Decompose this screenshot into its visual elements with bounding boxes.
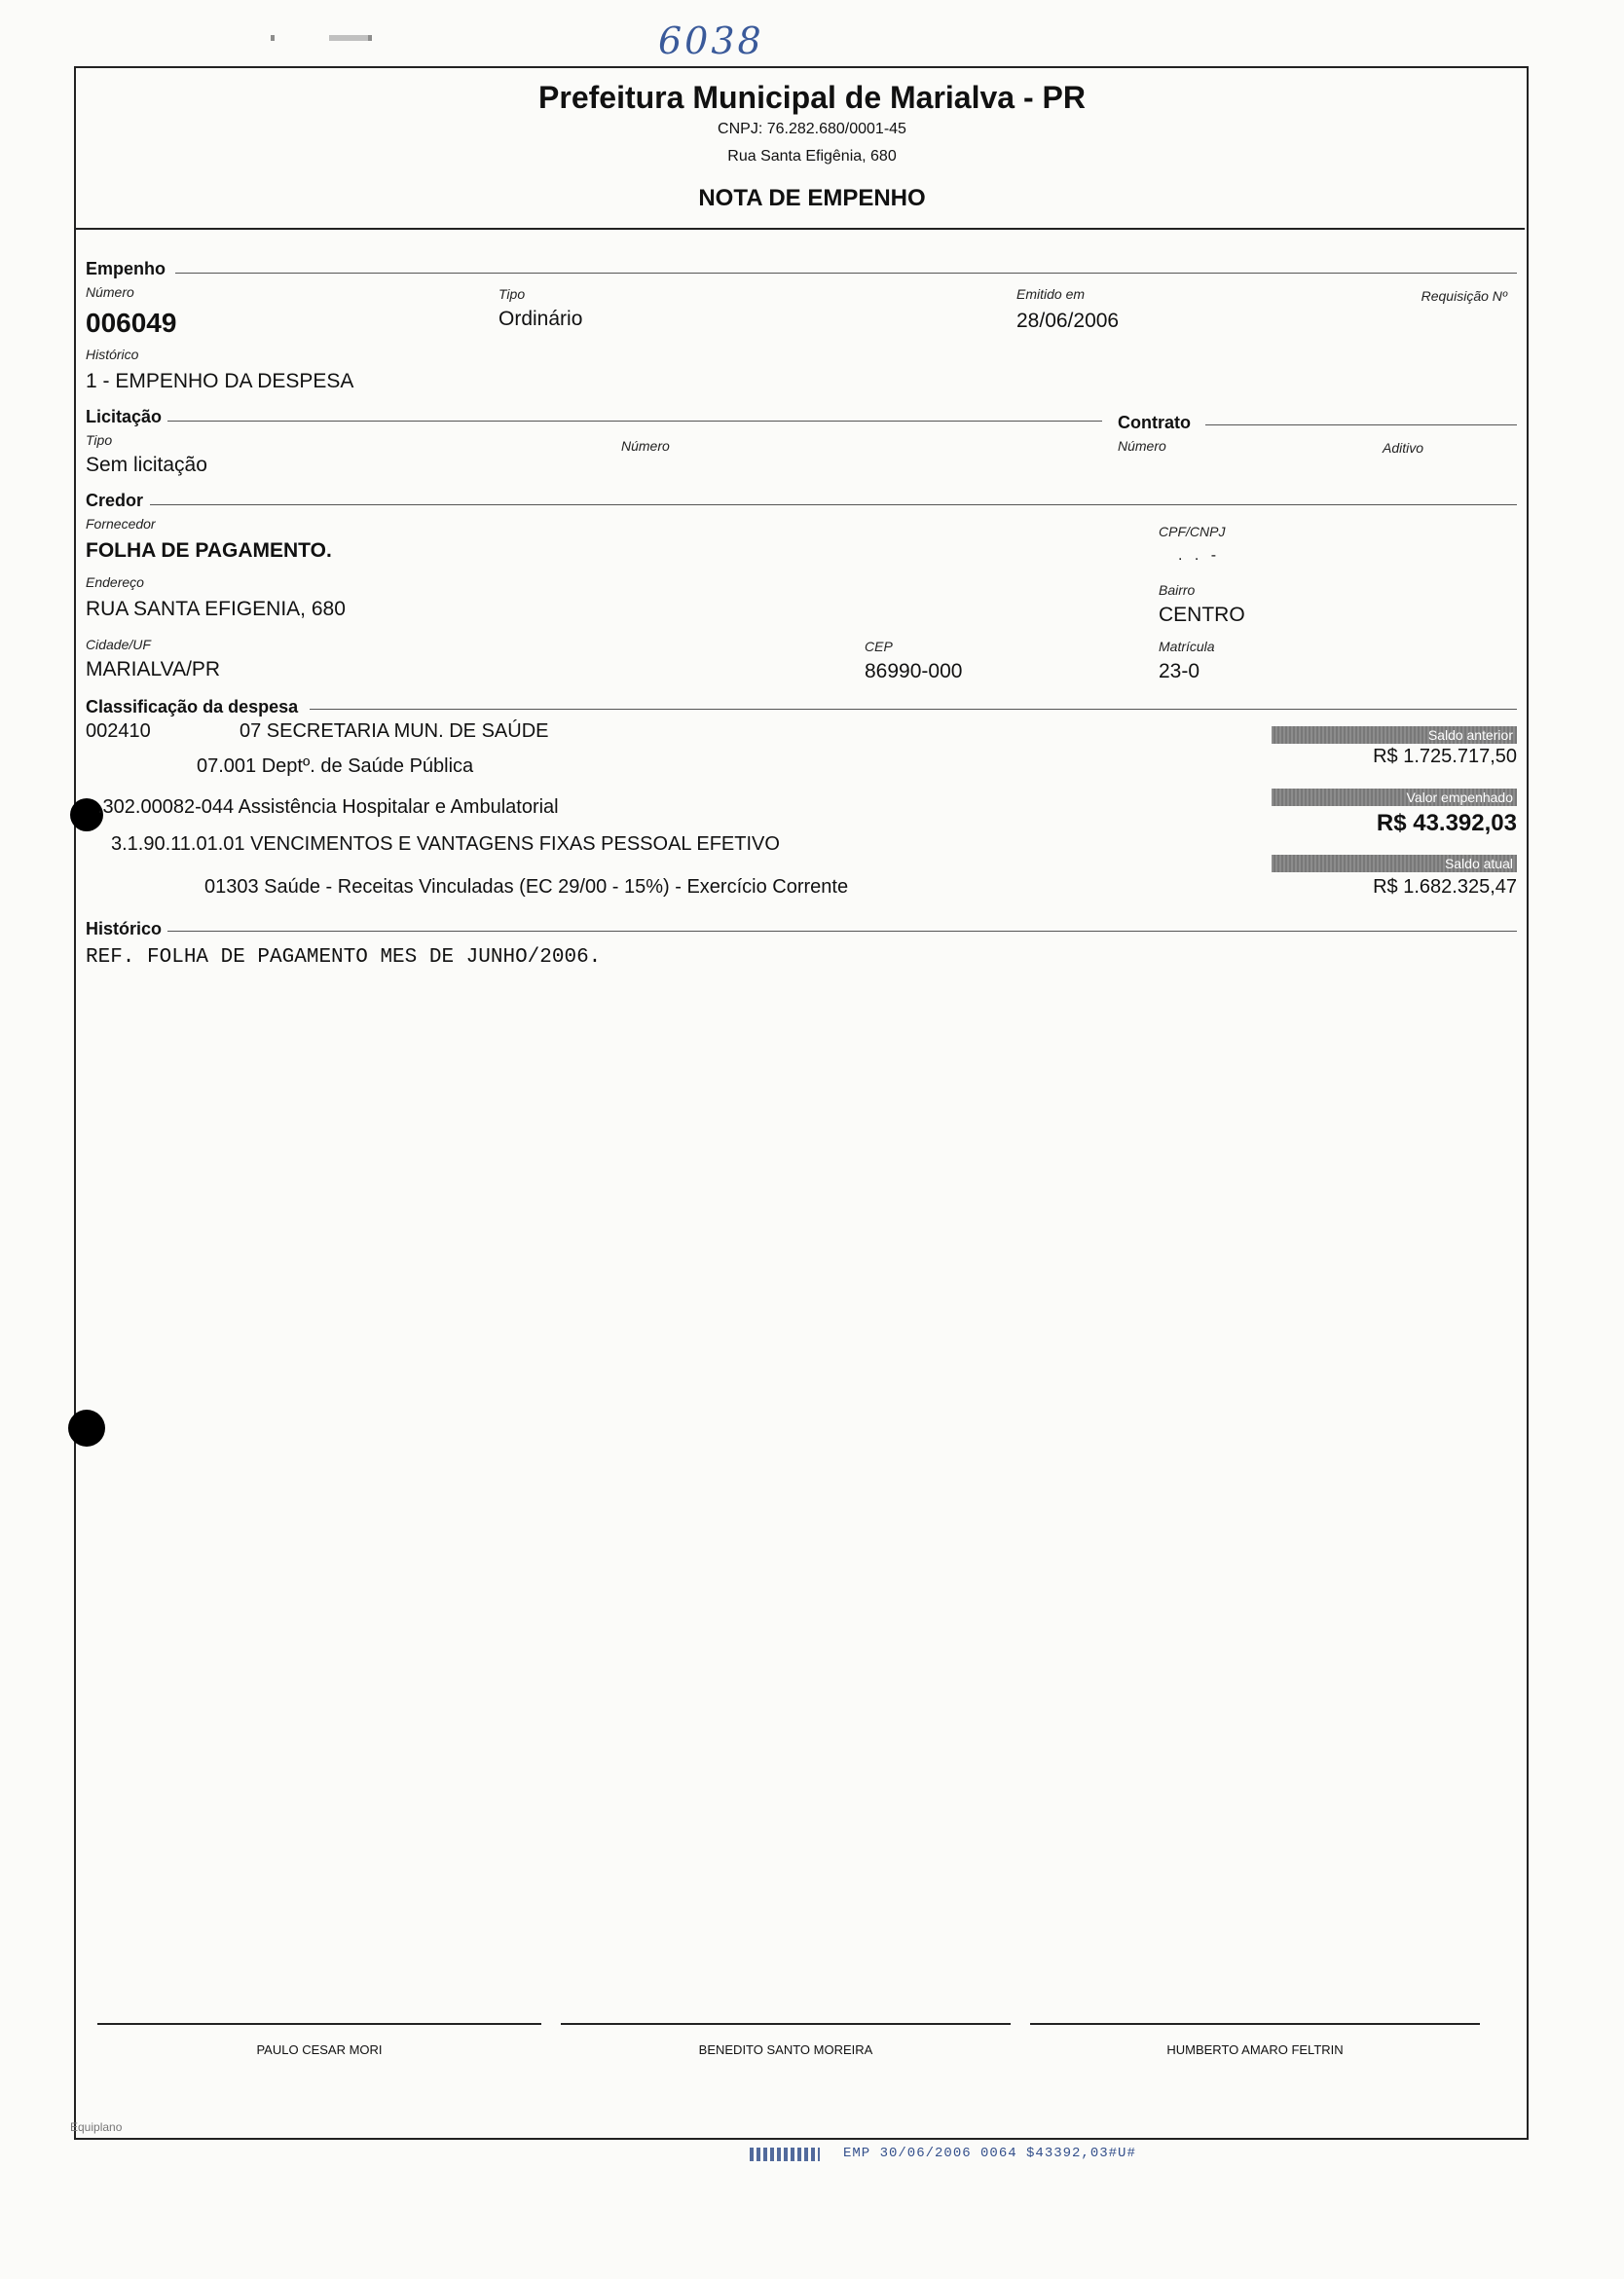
section-line-classificacao [310,709,1517,710]
section-line-credor [150,504,1517,505]
doc-title: NOTA DE EMPENHO [698,185,926,211]
page-title: Prefeitura Municipal de Marialva - PR [538,80,1086,115]
punch-hole-lower [68,1410,105,1447]
bairro-value: CENTRO [1159,604,1245,626]
matricula-label: Matrícula [1159,639,1215,654]
contrato-numero-label: Número [1118,438,1166,454]
section-line-historico [167,931,1517,932]
cidade-label: Cidade/UF [86,637,151,652]
classificacao-funcional: .302.00082-044 Assistência Hospitalar e Ambulatorial [97,796,559,818]
classificacao-elemento: 3.1.90.11.01.01 VENCIMENTOS E VANTAGENS FIXAS PESSOAL EFETIVO [111,833,780,855]
tipo-label: Tipo [498,286,526,302]
empenho-number: 006049 [86,308,177,338]
numero-label: Número [86,284,134,300]
cpf-value: . . - [1178,547,1221,564]
saldo-atual-value: R$ 1.682.325,47 [1373,876,1517,898]
section-line-empenho [175,273,1517,274]
section-licitacao: Licitação [86,407,163,426]
handwritten-number: 6038 [658,19,764,62]
historico-label: Histórico [86,347,139,362]
classificacao-orgao: 07 SECRETARIA MUN. DE SAÚDE [240,720,549,742]
emitido-value: 28/06/2006 [1016,310,1120,332]
signature-name-1: PAULO CESAR MORI [256,2042,383,2057]
protocol-stamp: EMP 30/06/2006 0064 $43392,03#U# [843,2146,1136,2161]
contrato-aditivo-label: Aditivo [1383,440,1424,456]
saldo-atual-bar: Saldo atual [1272,855,1517,872]
licitacao-tipo: Sem licitação [86,454,207,476]
endereco-label: Endereço [86,574,144,590]
section-empenho: Empenho [86,259,166,278]
historico-value: 1 - EMPENHO DA DESPESA [86,370,354,392]
licitacao-tipo-label: Tipo [86,432,113,448]
valor-empenhado-value: R$ 43.392,03 [1376,810,1517,836]
tipo-value: Ordinário [498,308,583,330]
software-name: Equiplano [70,2120,123,2134]
classificacao-recurso: 01303 Saúde - Receitas Vinculadas (EC 29/00 - 15%) - Exercício Corrente [204,876,849,898]
header-divider [76,228,1525,230]
address: Rua Santa Efigênia, 680 [727,148,897,165]
matricula-value: 23-0 [1159,660,1200,682]
signature-name-2: BENEDITO SANTO MOREIRA [698,2042,873,2057]
section-historico: Histórico [86,919,163,938]
cpf-label: CPF/CNPJ [1159,524,1226,539]
cnpj: CNPJ: 76.282.680/0001-45 [718,121,906,137]
cep-value: 86990-000 [865,660,963,682]
historico-text: REF. FOLHA DE PAGAMENTO MES DE JUNHO/2006. [86,946,602,969]
emitido-label: Emitido em [1016,286,1086,302]
signature-name-3: HUMBERTO AMARO FELTRIN [1166,2042,1344,2057]
scan-marks [271,35,388,41]
section-line-licitacao [167,421,1102,422]
section-contrato: Contrato [1118,413,1191,432]
section-classificacao: Classificação da despesa [86,697,299,717]
valor-empenhado-bar: Valor empenhado [1272,789,1517,806]
licitacao-numero-label: Número [621,438,670,454]
signature-line-2 [561,2023,1011,2025]
section-line-contrato [1205,424,1517,425]
stamp-mark [750,2148,820,2161]
cidade-value: MARIALVA/PR [86,658,221,680]
section-credor: Credor [86,491,144,510]
endereco-value: RUA SANTA EFIGENIA, 680 [86,598,346,620]
fornecedor-label: Fornecedor [86,516,156,532]
requisicao-label: Requisição Nº [1421,288,1507,304]
classificacao-code: 002410 [86,720,151,742]
signature-line-1 [97,2023,541,2025]
saldo-anterior-value: R$ 1.725.717,50 [1373,746,1517,767]
cep-label: CEP [865,639,893,654]
bairro-label: Bairro [1159,582,1196,598]
saldo-anterior-bar: Saldo anterior [1272,726,1517,744]
footer-divider [76,2138,1525,2140]
classificacao-unidade: 07.001 Deptº. de Saúde Pública [197,755,474,777]
fornecedor-value: FOLHA DE PAGAMENTO. [86,539,332,562]
signature-line-3 [1030,2023,1480,2025]
